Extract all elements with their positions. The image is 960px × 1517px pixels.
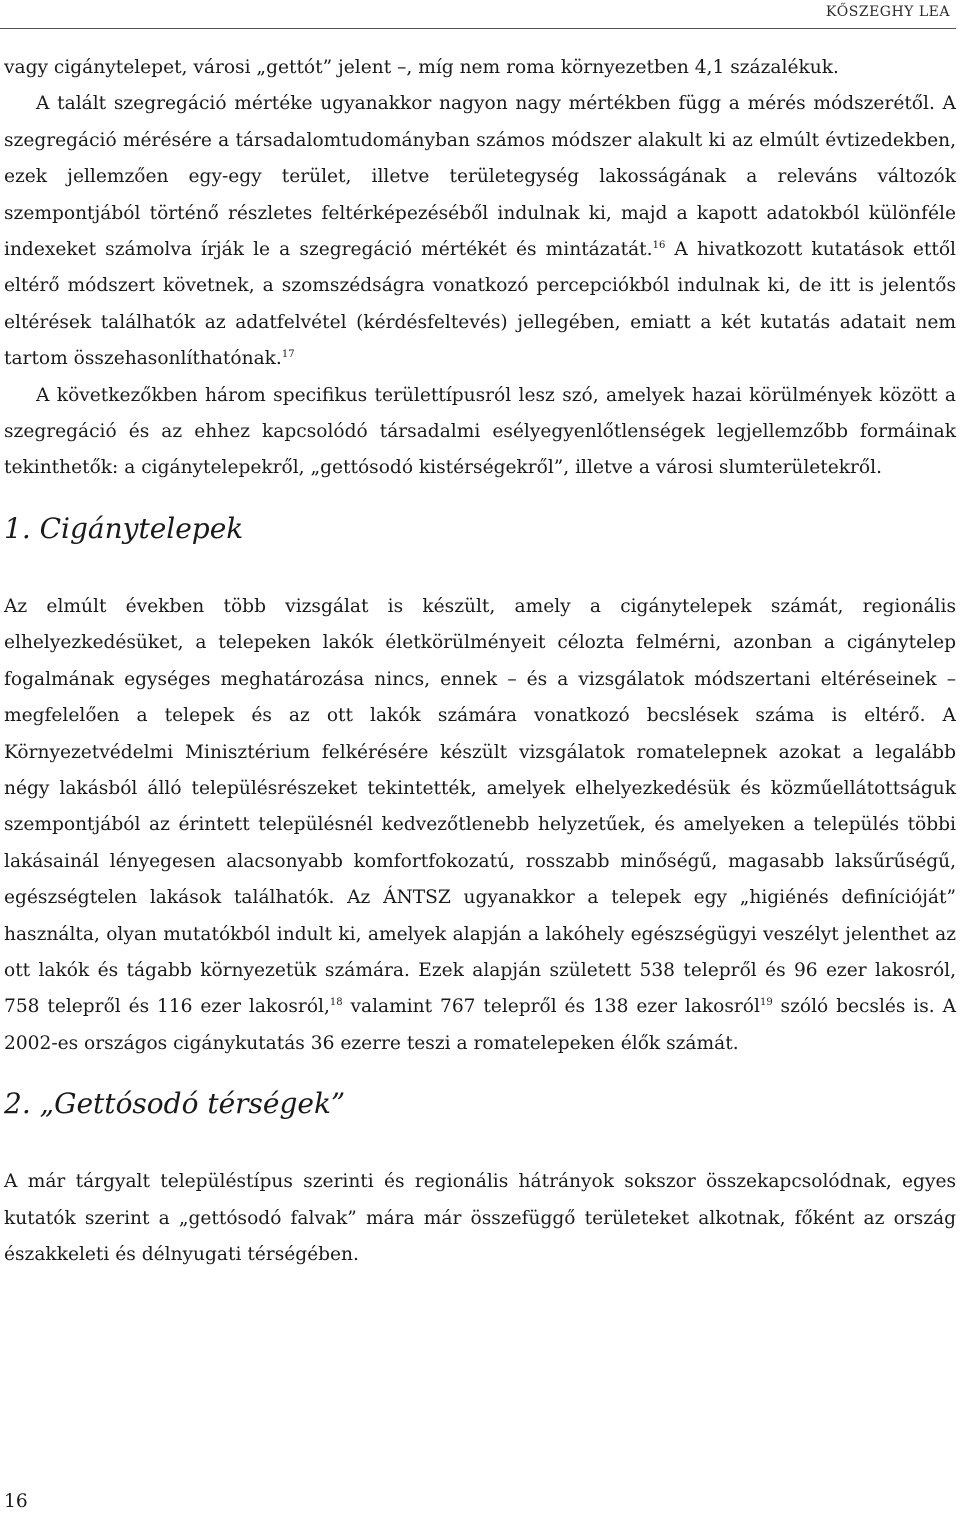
footnote-ref-17[interactable]: 17 bbox=[281, 349, 295, 361]
paragraph-gettosodo-tersegek: A már tárgyalt településtípus szerinti és regionális hátrányok sokszor összekapcsolódnak, egyes kutatók szerint a „gettósodó falvak” mára már összefüggő területeket alkotnak, főként az ország északkeleti és délnyugati térségében. bbox=[4, 1171, 956, 1265]
paragraph-cigánytelepek bbox=[4, 589, 956, 1062]
footnote-ref-19[interactable]: 19 bbox=[759, 997, 773, 1009]
paragraph-text: szóló becslés is. A 2002-es országos cigánykutatás 36 ezerre teszi a romatelepeken élők számát. bbox=[4, 996, 956, 1054]
paragraph-segregation-methods bbox=[4, 86, 956, 377]
page-number: 16 bbox=[4, 1491, 28, 1512]
page-body bbox=[4, 50, 956, 1273]
section-heading-cigánytelepek: 1. Cigánytelepek bbox=[4, 511, 244, 545]
footnote-ref-16[interactable]: 16 bbox=[652, 239, 666, 251]
section-heading-gettosodo-tersegek: 2. „Gettósodó térségek” bbox=[4, 1087, 346, 1121]
paragraph-continuation: vagy cigánytelepet, városi „gettót” jelent –, míg nem roma környezetben 4,1 százalékuk. bbox=[4, 57, 839, 78]
paragraph-text: A hivatkozott kutatások ettől eltérő módszert követnek, a szomszédságra vonatkozó percepciókból indulnak ki, de itt is jelentős eltérések találhatók az adatfelvétel (kérdésfeltevés) jellegében, emiatt a két kutatás adatait nem tartom összehasonlíthatónak. bbox=[4, 239, 956, 370]
paragraph-area-types: A következőkben három specifikus területtípusról lesz szó, amelyek hazai körülmények között a szegregáció és az ehhez kapcsolódó társadalmi esélyegyenlőtlenségek legjellemzőbb formáinak tekinthetők: a cigánytelepekről, „gettósodó kistérségekről”, illetve a városi slumterületekről. bbox=[4, 384, 956, 479]
paragraph-text: valamint 767 telepről és 138 ezer lakosról bbox=[342, 996, 760, 1018]
paragraph-text: A talált szegregáció mértéke ugyanakkor nagyon nagy mértékben függ a mérés módszerétől. A szegregáció mérésére a társadalomtudományban számos módszer alakult ki az elmúlt évtizedekben, ezek jellemzően egy-egy terület, illetve területegység lakosságának a releváns változók szempontjából történő részletes feltérképezéséből indulnak ki, majd a kapott adatokból különféle indexeket számolva írják le a szegregáció mértékét és mintázatát. bbox=[4, 93, 956, 261]
footnote-ref-18[interactable]: 18 bbox=[329, 997, 343, 1009]
running-header-author: KŐSZEGHY LEA bbox=[825, 4, 950, 20]
running-header bbox=[0, 0, 956, 29]
paragraph-text: Az elmúlt években több vizsgálat is készült, amely a cigánytelepek számát, regionális elhelyezkedésüket, a telepeken lakók életkörülményeit célozta felmérni, azonban a cigánytelep fogalmának egységes meghatározása nincs, ennek – és a vizsgálatok módszertani eltéréseinek – megfelelően a telepek és az ott lakók számára vonatkozó becslések száma is eltérő. A Környezetvédelmi Minisztérium felkérésére készült vizsgálatok romatelepnek azokat a legalább négy lakásból álló településrészeket tekintették, amelyek elhelyezkedésük és közműellátottságuk szempontjából az érintett településnél kedvezőtlenebb helyzetűek, és amelyeken a település többi lakásainál lényegesen alacsonyabb komfortfokozatú, rosszabb minőségű, magasabb laksűrűségű, egészségtelen lakások találhatók. Az ÁNTSZ ugyanakkor a telepek egy „higiénés definícióját” használta, olyan mutatókból indult ki, amelyek alapján a lakóhely egészségügyi veszélyt jelenthet az ott lakók és tágabb környezetük számára. Ezek alapján született 538 telepről és 96 ezer lakosról, 758 telepről és 116 ezer lakosról, bbox=[4, 595, 956, 1018]
